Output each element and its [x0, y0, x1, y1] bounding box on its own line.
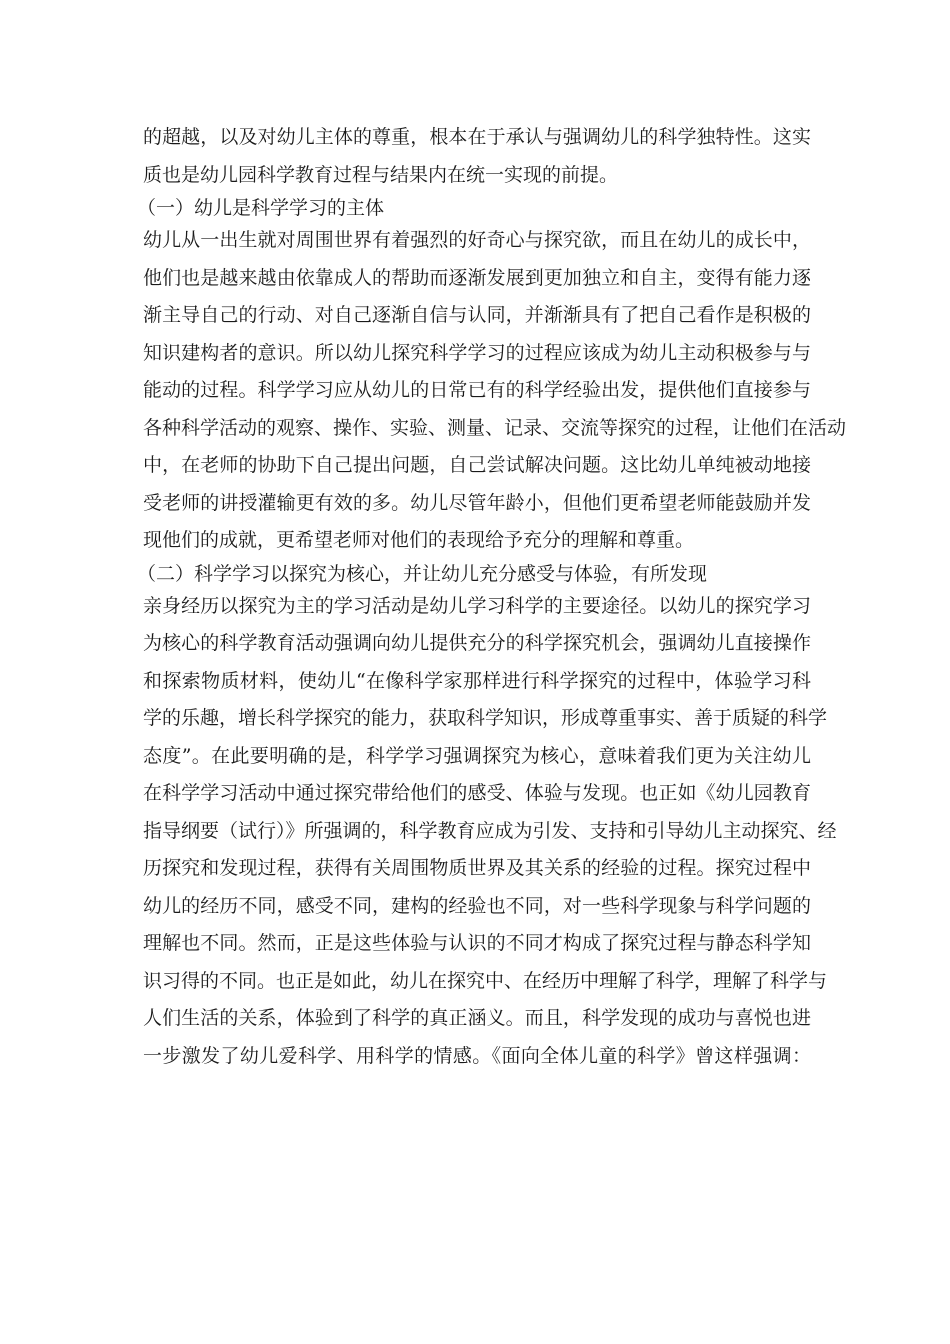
text-line: 现他们的成就，更希望老师对他们的表现给予充分的理解和尊重。 — [143, 529, 695, 551]
text-line: 受老师的讲授灌输更有效的多。幼儿尽管年龄小，但他们更希望老师能鼓励并发 — [143, 491, 811, 514]
text-line: 能动的过程。科学学习应从幼儿的日常已有的科学经验出发，提供他们直接参与 — [143, 379, 811, 401]
section-heading-2: （二）科学学习以探究为核心，并让幼儿充分感受与体验，有所发现 — [137, 562, 708, 585]
paragraph-section-2 — [143, 588, 837, 1076]
text-line: 知识建构者的意识。所以幼儿探究科学学习的过程应该成为幼儿主动积极参与与 — [143, 341, 811, 364]
text-line: 人们生活的关系，体验到了科学的真正涵义。而且，科学发现的成功与喜悦也进 — [143, 1007, 811, 1029]
text-line: 他们也是越来越由依靠成人的帮助而逐渐发展到更加独立和自主，变得有能力逐 — [143, 266, 811, 289]
text-line: 一步激发了幼儿爱科学、用科学的情感。《面向全体儿童的科学》曾这样强调： — [143, 1044, 811, 1067]
text-line: 亲身经历以探究为主的学习活动是幼儿学习科学的主要途径。以幼儿的探究学习 — [143, 594, 811, 617]
text-line: 识习得的不同。也正是如此，幼儿在探究中、在经历中理解了科学，理解了科学与 — [143, 969, 828, 992]
text-line: 中，在老师的协助下自己提出问题，自己尝试解决问题。这比幼儿单纯被动地接 — [143, 454, 811, 476]
text-line: 质也是幼儿园科学教育过程与结果内在统一实现的前提。 — [143, 163, 619, 186]
text-line: 在科学学习活动中通过探究带给他们的感受、体验与发现。也正如《幼儿园教育 — [143, 782, 811, 804]
text-line: 理解也不同。然而，正是这些体验与认识的不同才构成了探究过程与静态科学知 — [143, 932, 811, 954]
paragraph-intro — [143, 119, 811, 194]
text-line: 渐主导自己的行动、对自己逐渐自信与认同，并渐渐具有了把自己看作是积极的 — [143, 304, 811, 326]
document-page — [137, 119, 847, 1075]
text-line: 指导纲要（试行）》所强调的，科学教育应成为引发、支持和引导幼儿主动探究、经 — [143, 819, 837, 842]
paragraph-section-1 — [143, 222, 847, 560]
text-line: 和探索物质材料，使幼儿“在像科学家那样进行科学探究的过程中，体验学习科 — [143, 669, 811, 692]
text-line: 的超越，以及对幼儿主体的尊重，根本在于承认与强调幼儿的科学独特性。这实 — [143, 126, 811, 148]
text-line: 各种科学活动的观察、操作、实验、测量、记录、交流等探究的过程，让他们在活动 — [143, 416, 847, 439]
text-line: 历探究和发现过程，获得有关周围物质世界及其关系的经验的过程。探究过程中 — [143, 857, 811, 879]
text-line: 态度”。在此要明确的是，科学学习强调探究为核心，意味着我们更为关注幼儿 — [143, 744, 811, 767]
text-line: 幼儿的经历不同，感受不同，建构的经验也不同，对一些科学现象与科学问题的 — [143, 894, 811, 917]
section-heading-1: （一）幼儿是科学学习的主体 — [137, 197, 385, 219]
text-line: 学的乐趣，增长科学探究的能力，获取科学知识，形成尊重事实、善于质疑的科学 — [143, 707, 828, 729]
text-line: 幼儿从一出生就对周围世界有着强烈的好奇心与探究欲，而且在幼儿的成长中， — [143, 229, 811, 251]
text-line: 为核心的科学教育活动强调向幼儿提供充分的科学探究机会，强调幼儿直接操作 — [143, 632, 811, 654]
